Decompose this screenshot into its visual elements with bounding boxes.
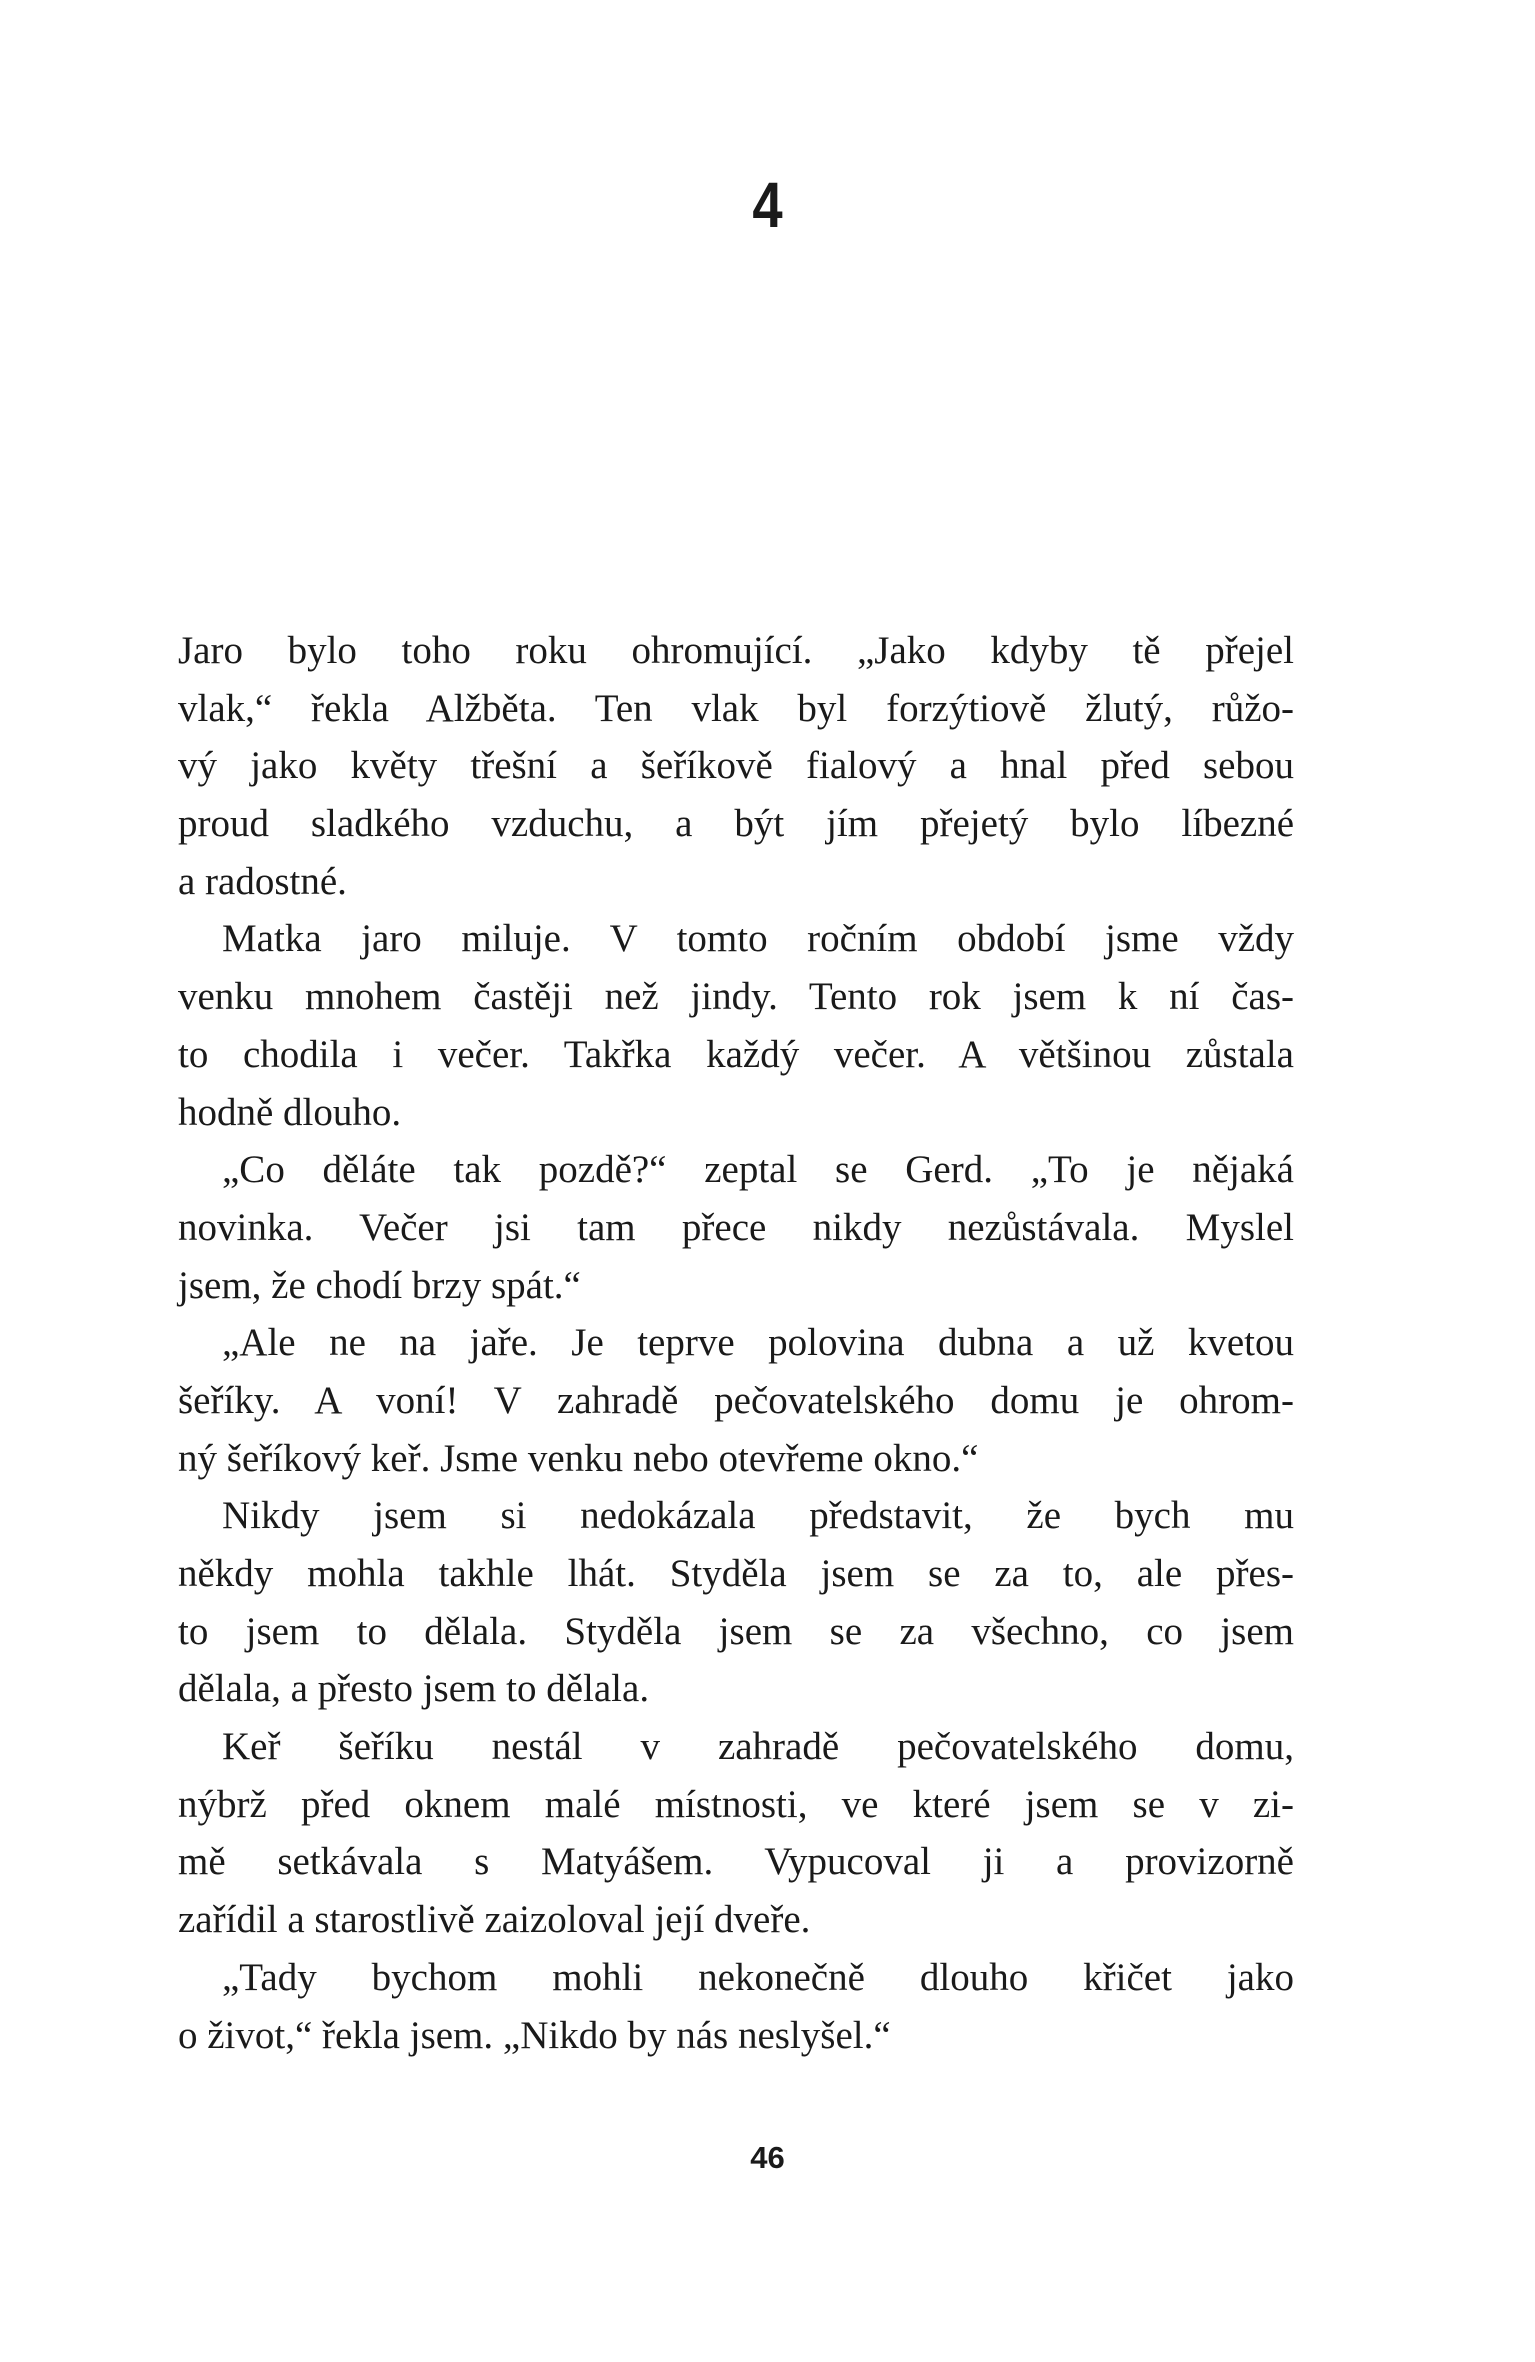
text-line: Keř šeříku nestál v zahradě pečovatelského domu, [222,1725,1294,1769]
chapter-number: 4 [752,169,783,241]
text-line: nýbrž před oknem malé místnosti, ve které jsem se v zi- [178,1782,1294,1826]
text-line: Matka jaro miluje. V tomto ročním období jsme vždy [222,917,1294,961]
text-line: „Co děláte tak pozdě?“ zeptal se Gerd. „To je nějaká [222,1148,1294,1192]
page-number: 46 [750,2140,785,2175]
text-line: vý jako květy třešní a šeříkově fialový a hnal před sebou [178,744,1294,788]
text-line: to jsem to dělala. Styděla jsem se za všechno, co jsem [178,1609,1294,1653]
text-line: venku mnohem častěji než jindy. Tento rok jsem k ní čas- [178,975,1294,1019]
text-line: dělala, a přesto jsem to dělala. [178,1667,650,1711]
text-line: vlak,“ řekla Alžběta. Ten vlak byl forzýtiově žlutý, růžo- [178,686,1294,730]
text-line: „Ale ne na jaře. Je teprve polovina dubna a už kvetou [222,1321,1294,1365]
text-line: to chodila i večer. Takřka každý večer. A většinou zůstala [178,1032,1294,1076]
paragraph [178,1949,1294,2064]
text-line: „Tady bychom mohli nekonečně dlouho křičet jako [222,1955,1294,1999]
paragraph [178,622,1294,910]
paragraph [178,1141,1294,1314]
text-line: o život,“ řekla jsem. „Nikdo by nás neslyšel.“ [178,2013,891,2057]
text-line: jsem, že chodí brzy spát.“ [178,1263,581,1307]
body-text [178,622,1294,2064]
text-line: zařídil a starostlivě zaizoloval její dveře. [178,1898,811,1942]
paragraph [178,1314,1294,1487]
text-line: Jaro bylo toho roku ohromující. „Jako kdyby tě přejel [178,629,1294,672]
text-line: a radostné. [178,859,347,903]
text-line: Nikdy jsem si nedokázala představit, že bych mu [222,1494,1294,1538]
text-line: někdy mohla takhle lhát. Styděla jsem se za to, ale přes- [178,1552,1294,1595]
text-line: hodně dlouho. [178,1090,402,1134]
text-line: ný šeříkový keř. Jsme venku nebo otevřeme okno.“ [178,1436,979,1480]
text-line: novinka. Večer jsi tam přece nikdy nezůstávala. Myslel [178,1205,1294,1249]
text-line: mě setkávala s Matyášem. Vypucoval ji a provizorně [178,1840,1294,1884]
paragraph [178,1718,1294,1949]
paragraph [178,910,1294,1141]
paragraph [178,1487,1294,1718]
text-line: proud sladkého vzduchu, a být jím přejetý bylo líbezné [178,802,1294,846]
text-line: šeříky. A voní! V zahradě pečovatelského domu je ohrom- [178,1378,1294,1422]
